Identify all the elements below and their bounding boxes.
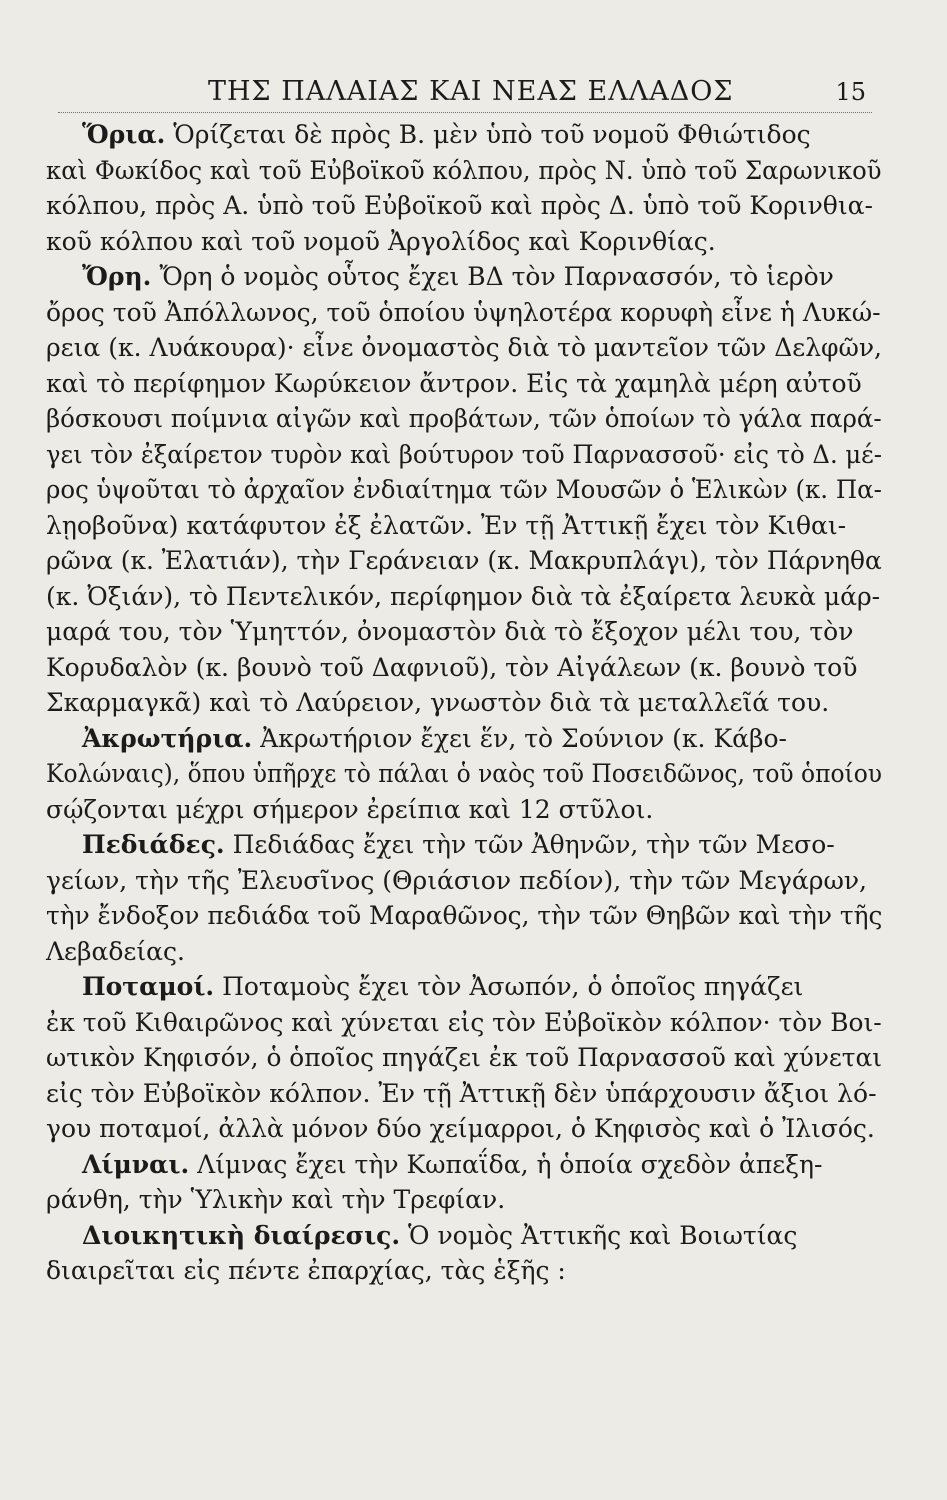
line-text: βόσκουσι ποίμνια αἰγῶν καὶ προβάτων, τῶν ὁποίων τὸ γάλα παρά- (46, 404, 882, 433)
text-line (46, 1043, 882, 1073)
line-text: ρεια (κ. Λυάκουρα)· εἶνε ὀνομαστὸς διὰ τὸ μαντεῖον τῶν Δελφῶν, (46, 333, 883, 362)
running-title: ΤΗΣ ΠΑΛΑΙΑΣ ΚΑΙ ΝΕΑΣ ΕΛΛΑΔΟΣ (208, 76, 734, 107)
text-line (46, 937, 185, 967)
line-text: γείων, τὴν τῆς Ἐλευσῖνος (Θριάσιον πεδίον), τὴν τῶν Μεγάρων, (46, 865, 868, 895)
line-text: κόλπου, πρὸς Α. ὑπὸ τοῦ Εὐβοϊκοῦ καὶ πρὸς Δ. ὑπὸ τοῦ Κορινθια- (46, 191, 873, 220)
line-text: καὶ Φωκίδος καὶ τοῦ Εὐβοϊκοῦ κόλπου, πρὸς Ν. ὑπὸ τοῦ Σαρωνικοῦ (46, 155, 882, 185)
line-text: σῴζονται μέχρι σήμερον ἐρείπια καὶ 12 στῦλοι. (46, 794, 654, 824)
text-line (46, 653, 857, 683)
line-text: διαιρεῖται εἰς πέντε ἐπαρχίας, τὰς ἑξῆς : (46, 1256, 566, 1285)
line-text: γου ποταμοί, ἀλλὰ μόνον δύο χείμαρροι, ὁ Κηφισὸς καὶ ὁ Ἰλισός. (46, 1114, 875, 1143)
line-text: ρος ὑψοῦται τὸ ἀρχαῖον ἐνδιαίτημα τῶν Μουσῶν ὁ Ἑλικὼν (κ. Πα- (46, 475, 882, 504)
paragraph-first-line (82, 724, 787, 754)
text-line (46, 404, 882, 434)
line-text: Λίμνας ἔχει τὴν Κωπαΐδα, ἡ ὁποία σχεδὸν ἀπεξη- (189, 1149, 823, 1179)
line-text: μαρά του, τὸν Ὑμηττόν, ὀνομαστὸν διὰ τὸ ἔξοχον μέλι του, τὸν (46, 617, 854, 646)
text-line (46, 617, 853, 647)
line-text: κοῦ κόλπου καὶ τοῦ νομοῦ Ἀργολίδος καὶ Κορινθίας. (46, 226, 716, 256)
text-line (46, 1079, 877, 1109)
text-line (46, 582, 880, 612)
text-line (46, 759, 882, 789)
text-line (46, 1008, 882, 1038)
text-line (46, 298, 881, 328)
line-text: Ὁρίζεται δὲ πρὸς Β. μὲν ὑπὸ τοῦ νομοῦ Φθιώτιδος (165, 120, 811, 149)
line-text: ἐκ τοῦ Κιθαιρῶνος καὶ χύνεται εἰς τὸν Εὐβοϊκὸν κόλπον· τὸν Βοι- (46, 1007, 882, 1037)
line-text: (κ. Ὀξιάν), τὸ Πεντελικόν, περίφημον διὰ τὰ ἐξαίρετα λευκὰ μάρ- (46, 581, 881, 611)
section-heading: Ὅρια. (82, 120, 166, 149)
line-text: Σκαρμαγκᾶ) καὶ τὸ Λαύρειον, γνωστὸν διὰ τὰ μεταλλεῖά του. (46, 688, 830, 717)
paragraph-first-line (82, 972, 803, 1002)
paragraph-first-line (82, 830, 835, 860)
line-text: Ὁ νομὸς Ἀττικῆς καὶ Βοιωτίας (400, 1220, 798, 1250)
line-text: ωτικὸν Κηφισόν, ὁ ὁποῖος πηγάζει ἐκ τοῦ Παρνασσοῦ καὶ χύνεται (46, 1043, 883, 1072)
line-text: Κορυδαλὸν (κ. βουνὸ τοῦ Δαφνιοῦ), τὸν Αἰγάλεων (κ. βουνὸ τοῦ (46, 652, 858, 682)
paragraph-first-line (82, 262, 834, 292)
section-heading: Διοικητικὴ διαίρεσις. (82, 1220, 401, 1250)
line-text: λῃοβοῦνα) κατάφυτον ἐξ ἐλατῶν. Ἐν τῇ Ἀττικῇ ἔχει τὸν Κιθαι- (46, 510, 847, 540)
text-line (46, 191, 873, 221)
line-text: ράνθη, τὴν Ὑλικὴν καὶ τὴν Τρεφίαν. (46, 1185, 506, 1214)
page-number: 15 (835, 78, 866, 106)
section-heading: Ποταμοί. (82, 972, 215, 1001)
text-line (46, 511, 846, 541)
section-heading: Πεδιάδες. (82, 830, 225, 859)
text-line (46, 1114, 875, 1144)
line-text: καὶ τὸ περίφημον Κωρύκειον ἄντρον. Εἰς τὰ χαμηλὰ μέρη αὐτοῦ (46, 368, 862, 398)
text-line (46, 156, 882, 186)
line-text: Κολώναις), ὅπου ὑπῆρχε τὸ πάλαι ὁ ναὸς τοῦ Ποσειδῶνος, τοῦ ὁποίου (46, 759, 882, 788)
text-line (46, 369, 862, 399)
text-line (46, 1256, 566, 1286)
line-text: γει τὸν ἐξαίρετον τυρὸν καὶ βούτυρον τοῦ Παρνασσοῦ· εἰς τὸ Δ. μέ- (46, 439, 882, 469)
section-heading: Λίμναι. (82, 1149, 190, 1179)
text-line (46, 901, 882, 931)
line-text: τὴν ἔνδοξον πεδιάδα τοῦ Μαραθῶνος, τὴν τῶν Θηβῶν καὶ τὴν τῆς (46, 901, 883, 930)
line-text: Ποταμοὺς ἔχει τὸν Ἀσωπόν, ὁ ὁποῖος πηγάζει (214, 972, 804, 1001)
paragraph-first-line (82, 1150, 822, 1180)
text-line (46, 1185, 505, 1215)
section-heading: Ὄρη. (82, 262, 152, 291)
line-text: ὄρος τοῦ Ἀπόλλωνος, τοῦ ὁποίου ὑψηλοτέρα κορυφὴ εἶνε ἡ Λυκώ- (46, 297, 881, 327)
section-heading: Ἀκρωτήρια. (82, 723, 253, 753)
line-text: Πεδιάδας ἔχει τὴν τῶν Ἀθηνῶν, τὴν τῶν Μεσο- (224, 830, 835, 859)
line-text: Ἀκρωτήριον ἔχει ἕν, τὸ Σούνιον (κ. Κάβο- (252, 723, 787, 753)
page-header (58, 72, 872, 113)
line-text: Ὄρη ὁ νομὸς οὗτος ἔχει ΒΔ τὸν Παρνασσόν, τὸ ἱερὸν (151, 262, 834, 291)
text-line (46, 333, 882, 363)
text-line (46, 795, 653, 825)
paragraph-first-line (82, 1221, 797, 1251)
text-line (46, 227, 716, 257)
text-line (46, 546, 882, 576)
line-text: Λεβαδείας. (46, 936, 185, 966)
line-text: εἰς τὸν Εὐβοϊκὸν κόλπον. Ἐν τῇ Ἀττικῇ δὲν ὑπάρχουσιν ἄξιοι λό- (46, 1078, 877, 1108)
paragraph-first-line (82, 120, 811, 150)
text-line (46, 688, 829, 718)
text-line (46, 475, 882, 505)
text-line (46, 866, 867, 896)
line-text: ρῶνα (κ. Ἐλατιάν), τὴν Γεράνειαν (κ. Μακρυπλάγι), τὸν Πάρνηθα (46, 546, 882, 575)
text-line (46, 440, 882, 470)
